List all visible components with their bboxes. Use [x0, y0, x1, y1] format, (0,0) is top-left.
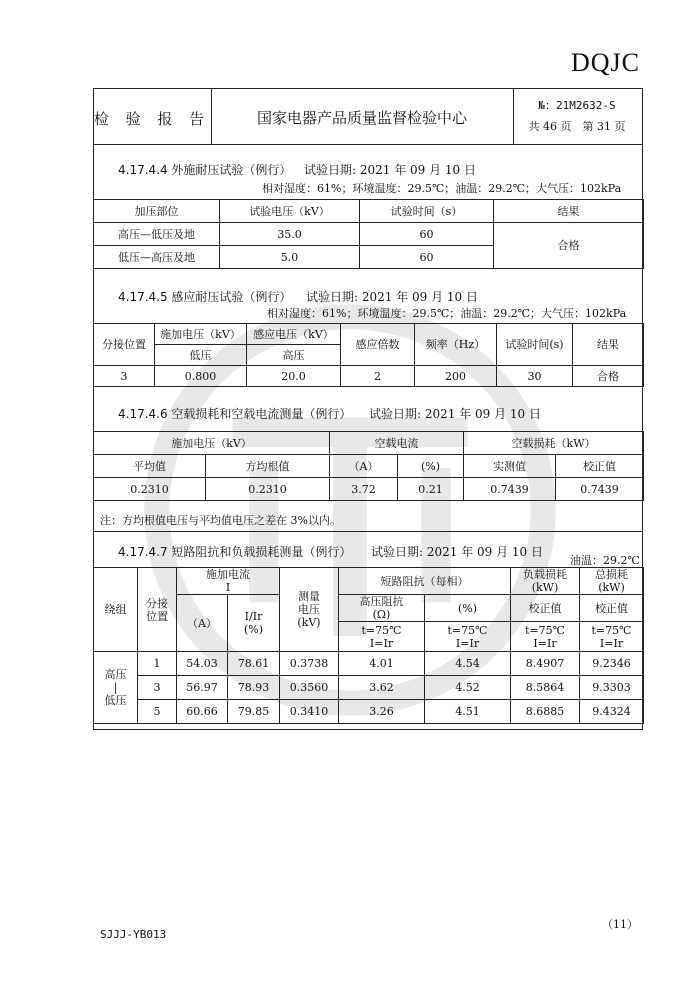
s4-h-winding: 绕组 [94, 568, 138, 652]
s2-table [93, 323, 644, 387]
s3-v5: 0.7439 [556, 478, 644, 501]
s2-h-induced-sub: 高压 [247, 345, 341, 366]
s4-r2-c6: 8.6885 [511, 700, 580, 724]
s4-title: 4.17.4.7 短路阻抗和负载损耗测量（例行） [118, 545, 352, 559]
s3-v4: 0.7439 [464, 478, 556, 501]
s4-r2-c7: 9.4324 [580, 700, 644, 724]
s2-h-time: 试验时间(s) [497, 324, 573, 366]
s3-h-voltage: 施加电压（kV） [94, 432, 330, 455]
s4-r0-c1: 54.03 [177, 652, 228, 676]
s1-r1-c0: 低压—高压及地 [94, 246, 220, 269]
s3-table [93, 431, 644, 501]
brand-logo: DQJC [570, 48, 640, 77]
s4-h-load: 负载损耗 (kW) [511, 568, 580, 595]
s2-h-result: 结果 [573, 324, 644, 366]
s3-h-a: （A） [330, 455, 398, 478]
s2-conditions: 相对湿度：61%；环境温度：29.5℃；油温：29.2℃；大气压：102kPa [267, 307, 627, 320]
s4-cond-1: t=75℃ I=Ir [339, 622, 425, 652]
s4-cond-2: t=75℃ I=Ir [425, 622, 511, 652]
s4-r1-c2: 78.93 [228, 676, 280, 700]
note-line [93, 531, 643, 532]
s4-r0-c2: 78.61 [228, 652, 280, 676]
s3-title: 4.17.4.6 空载损耗和空载电流测量（例行） [118, 407, 352, 421]
s3-v1: 0.2310 [206, 478, 330, 501]
s3-h-current: 空载电流 [330, 432, 464, 455]
s3-v3: 0.21 [398, 478, 464, 501]
s2-h-applied: 施加电压（kV） [155, 324, 247, 345]
s3-h-loss: 空载损耗（kW） [464, 432, 644, 455]
s4-r2-c3: 0.3410 [280, 700, 339, 724]
s3-date: 试验日期: 2021 年 09 月 10 日 [369, 407, 542, 421]
s4-h-current: 施加电流 I [177, 568, 280, 595]
s4-r0-c7: 9.2346 [580, 652, 644, 676]
s4-r1-c3: 0.3560 [280, 676, 339, 700]
report-number: №：21M2632-S [538, 99, 616, 112]
s4-h-total: 总损耗 (kW) [580, 568, 644, 595]
s3-note: 注：方均根值电压与平均值电压之差在 3%以内。 [100, 514, 341, 527]
s4-date: 试验日期: 2021 年 09 月 10 日 [371, 545, 544, 559]
s3-h-avg: 平均值 [94, 455, 206, 478]
s3-v0: 0.2310 [94, 478, 206, 501]
header-bottom-line [93, 144, 643, 145]
s3-h-pct: (%) [398, 455, 464, 478]
s2-v3: 2 [341, 366, 415, 387]
s2-v2: 20.0 [247, 366, 341, 387]
s1-title: 4.17.4.4 外施耐压试验（例行） [118, 163, 292, 177]
page-count: 共 46 页 第 31 页 [528, 120, 626, 133]
s4-h-total-corr: 校正值 [580, 595, 644, 622]
s2-v0: 3 [94, 366, 155, 387]
s2-v1: 0.800 [155, 366, 247, 387]
s4-r2-c2: 79.85 [228, 700, 280, 724]
s1-r0-c2: 60 [360, 223, 494, 246]
s4-r1-c4: 3.62 [339, 676, 425, 700]
form-code: SJJJ-YB013 [100, 928, 167, 941]
s2-v6: 合格 [573, 366, 644, 387]
s1-conditions: 相对湿度：61%；环境温度：29.5℃；油温：29.2℃；大气压：102kPa [262, 182, 622, 195]
s2-h-mult: 感应倍数 [341, 324, 415, 366]
s1-r0-c1: 35.0 [220, 223, 360, 246]
s4-r0-c5: 4.54 [425, 652, 511, 676]
s4-h-load-corr: 校正值 [511, 595, 580, 622]
s1-h2: 试验时间（s） [360, 200, 494, 223]
s1-r1-c2: 60 [360, 246, 494, 269]
s4-r1-c1: 56.97 [177, 676, 228, 700]
s2-h-pos: 分接位置 [94, 324, 155, 366]
s2-v4: 200 [415, 366, 497, 387]
s4-h-iir: I/Ir (%) [228, 595, 280, 652]
s1-table [93, 199, 644, 269]
s4-r2-c5: 4.51 [425, 700, 511, 724]
s4-winding: 高压 | 低压 [94, 652, 138, 724]
s4-r1-c0: 3 [138, 676, 177, 700]
s1-r0-c0: 高压—低压及地 [94, 223, 220, 246]
s4-h-imp-pct: (%) [425, 595, 511, 622]
s4-h-a: （A） [177, 595, 228, 652]
s2-date: 试验日期: 2021 年 09 月 10 日 [306, 290, 479, 304]
s4-h-measv: 测量 电压 (kV) [280, 568, 339, 652]
s4-r1-c5: 4.52 [425, 676, 511, 700]
s1-h1: 试验电压（kV） [220, 200, 360, 223]
s4-cond-3: t=75℃ I=Ir [511, 622, 580, 652]
report-label: 检 验 报 告 [93, 110, 211, 128]
s4-r0-c4: 4.01 [339, 652, 425, 676]
s1-r1-c1: 5.0 [220, 246, 360, 269]
s4-cond-4: t=75℃ I=Ir [580, 622, 644, 652]
s2-h-induced: 感应电压（kV） [247, 324, 341, 345]
page-number: （11） [602, 918, 638, 931]
s4-r0-c0: 1 [138, 652, 177, 676]
s2-h-applied-sub: 低压 [155, 345, 247, 366]
s3-h-corrected: 校正值 [556, 455, 644, 478]
s3-h-rms: 方均根值 [206, 455, 330, 478]
s4-r1-c7: 9.3303 [580, 676, 644, 700]
s1-h0: 加压部位 [94, 200, 220, 223]
s2-title: 4.17.4.5 感应耐压试验（例行） [118, 290, 292, 304]
s3-h-measured: 实测值 [464, 455, 556, 478]
center-name: 国家电器产品质量监督检验中心 [256, 109, 467, 127]
s1-result: 合格 [494, 223, 644, 269]
s4-r0-c6: 8.4907 [511, 652, 580, 676]
s1-h3: 结果 [494, 200, 644, 223]
s4-table [93, 567, 644, 724]
s3-v2: 3.72 [330, 478, 398, 501]
s1-date: 试验日期: 2021 年 09 月 10 日 [304, 163, 477, 177]
s4-h-imp: 短路阻抗（每相） [339, 568, 511, 595]
report-header [93, 88, 643, 148]
s4-h-imp-ohm: 高压阻抗 (Ω) [339, 595, 425, 622]
s4-r2-c1: 60.66 [177, 700, 228, 724]
s4-oil: 油温：29.2℃ [570, 554, 640, 567]
s4-r1-c6: 8.5864 [511, 676, 580, 700]
s2-v5: 30 [497, 366, 573, 387]
s2-h-freq: 频率（Hz） [415, 324, 497, 366]
s4-r2-c4: 3.26 [339, 700, 425, 724]
s4-h-tap: 分接 位置 [138, 568, 177, 652]
s4-r2-c0: 5 [138, 700, 177, 724]
s4-r0-c3: 0.3738 [280, 652, 339, 676]
